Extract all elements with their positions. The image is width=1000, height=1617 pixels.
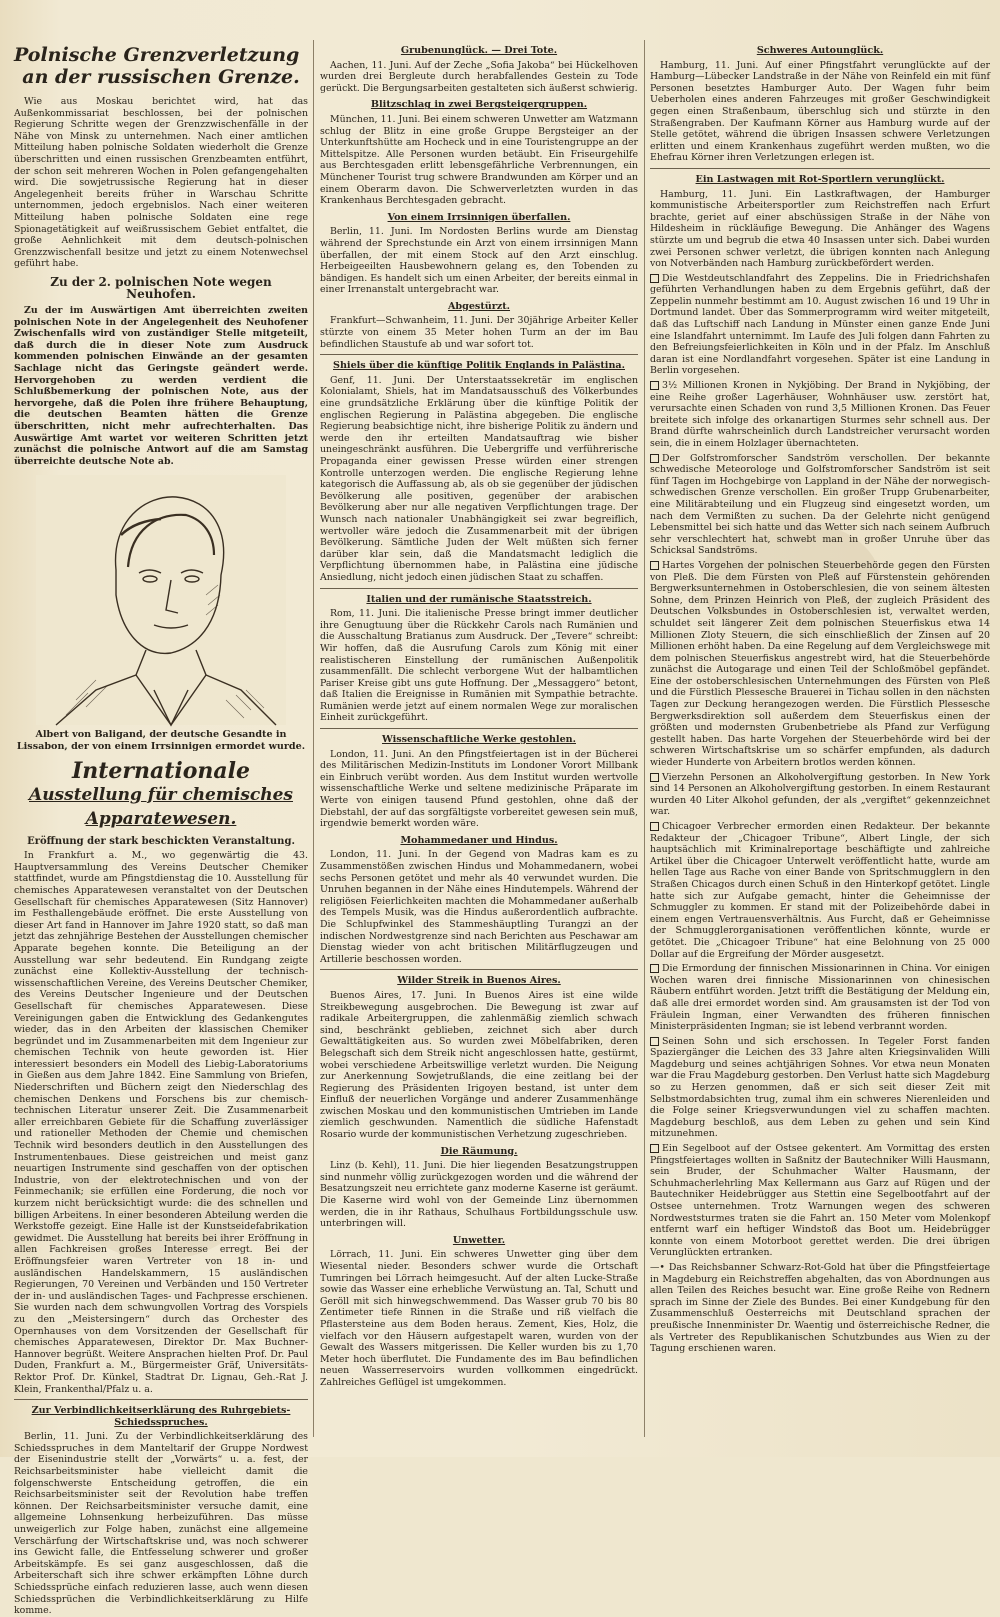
- article-body: Linz (b. Kehl), 11. Juni. Die hier liegenden Besatzungstruppen sind nunmehr völlig zurückgezogen worden und die während der Besatzungszeit neu errichtete ganz moderne Kaserne ist geräumt. Die Kaserne wird wohl von der Gemeinde Linz übernommen werden, die in ihr Rathaus, Schulhaus Fortbildungsschule usw. unterbringen will.: [320, 1160, 638, 1230]
- headline-border-violation: [14, 44, 308, 88]
- arrow-bullet-icon: —•: [650, 1261, 669, 1273]
- headline: Grubenunglück. — Drei Tote.: [400, 45, 558, 56]
- news-item: Seinen Sohn und sich erschossen. In Tegeler Forst fanden Spaziergänger die Leichen des 33 Jahre alten Kriegsinvaliden Willi Magdeburg und seines achtjährigen Sohnes. Vor etwa neun Monaten war die Frau Magdeburg gestorben. Den Verlust hatte sich Magdeburg so zu Herzen genommen, daß er sich seit dieser Zeit mit Selbstmordabsichten trug, zumal ihm ein schweres Nierenleiden und die Folge seiner Kriegsverwundungen viel zu schaffen machten. Magdeburg beschloß, aus dem Leben zu gehen und sein Kind mitzunehmen.: [650, 1035, 990, 1140]
- headline-ruhr-arbitration: Zur Verbindlichkeitserklärung des Ruhrgebiets-Schiedsspruches.: [31, 1405, 291, 1428]
- headline: Schweres Autounglück.: [756, 45, 884, 56]
- headline: Blitzschlag in zwei Bergsteigergruppen.: [370, 99, 588, 111]
- article-body: London, 11. Juni. In der Gegend von Madras kam es zu Zusammenstößen zwischen Hindus und Mohammedanern, wobei sechs Personen getötet und mehr als 40 verwundet wurden. Die Unruhen begannen in der Nähe eines Hindutempels. Während der religiösen Feierlichkeiten machten die Mohammedaner außerhalb des Tempels Musik, was die Hindus außerordentlich aufbrachte. Die Schlupfwinkel des Stammeshäuptling Turangzi an der indischen Nordwestgrenze sind nach Berichten aus Peschawar am Dienstag wieder von acht britischen Militärflugzeugen und Artillerie beschossen worden.: [320, 849, 638, 965]
- column-1: [14, 40, 308, 1617]
- square-bullet-icon: [650, 773, 659, 782]
- news-item: 3½ Millionen Kronen in Nykjöbing. Der Brand in Nykjöbing, der eine Reihe großer Lagerhäuser, Wohnhäuser usw. zerstört hat, verursachte einen Schaden von rund 3,5 Millionen Kronen. Das Feuer breitete sich infolge des orkanartigen Sturmes sehr schnell aus. Der Brand dürfte wahrscheinlich durch Landstreicher verursacht worden sein, die in einem Holzlager übernachteten.: [650, 380, 990, 449]
- square-bullet-icon: [650, 1144, 659, 1153]
- square-bullet-icon: [650, 454, 659, 463]
- headline: Die Räumung.: [440, 1145, 518, 1157]
- article-body: Rom, 11. Juni. Die italienische Presse bringt immer deutlicher ihre Genugtuung über die Rückkehr Carols nach Rumänien und die Ausschaltung Bratianus zum Ausdruck. Der „Tevere“ schreibt: Wir hoffen, daß die Ausrufung Carols zum König mit einer realistischeren Einstellung der rumänischen Außenpolitik zusammenfällt. Die schlecht verborgene Wut der halbamtlichen Pariser Kreise gibt uns gute Hoffnung. Der „Messaggero“ betont, daß Italien die Ereignisse in Rumänien mit Sympathie betrachte. Rumänien werde jetzt auf einem normalen Wege zur moralischen Einheit zurückgeführt.: [320, 608, 638, 724]
- divider: [650, 168, 990, 169]
- headline-line1: Polnische Grenzverletzung: [14, 44, 300, 66]
- exhibition-subheadline: Eröffnung der stark beschickten Veranstaltung.: [27, 835, 295, 847]
- headline: Shiels über die künftige Politik Englands in Palästina.: [333, 360, 625, 372]
- divider: [14, 1399, 308, 1400]
- article-body: Frankfurt—Schwanheim, 11. Juni. Der 30jährige Arbeiter Keller stürzte von einem 35 Meter hohen Turm an der im Bau befindlichen Staustufe ab und war sofort tot.: [320, 315, 638, 350]
- headline: Ein Lastwagen mit Rot-Sportlern verunglückt.: [695, 173, 945, 185]
- headline: Mohammedaner und Hindus.: [400, 834, 558, 846]
- news-item: Ein Segelboot auf der Ostsee gekentert. Am Vormittag des ersten Pfingstfeiertages wollten in Saßnitz der Bautechniker Willi Hausmann, sein Bruder, der Schuhmacher Walter Hausmann, der Schuhmacherlehrling Max Kellermann aus Garz auf Rügen und der Bautechniker Heidebrügger aus Stettin eine Segelbootfahrt auf der Ostsee unternehmen. Trotz Warnungen wegen des schweren Nordweststurmes traten sie die Fahrt an. 150 Meter vom Molenkopf entfernt warf ein heftiger Windstoß das Boot um. Heidebrügger konnte von einem Motorboot gerettet werden. Die drei übrigen Verunglückten ertranken.: [650, 1143, 990, 1259]
- square-bullet-icon: [650, 381, 659, 390]
- headline-exhibition-line1: Internationale: [71, 757, 251, 784]
- article-body: Hamburg, 11. Juni. Ein Lastkraftwagen, der Hamburger kommunistische Arbeitersportler zum Reichstreffen nach Erfurt brachte, geriet auf einer abschüssigen Straße in der Nähe von Hildesheim in rückläufige Bewegung. Die Anhänger des Wagens stürzte um und begrub die etwa 40 Insassen unter sich. Dabei wurden zwei Personen schwer verletzt, die übrigen konnten nach Anlegung von Notverbänden nach Hamburg zurückbefördert werden.: [650, 188, 990, 270]
- article-body: Aachen, 11. Juni. Auf der Zeche „Sofia Jakoba“ bei Hückelhoven wurden drei Bergleute durch herabfallendes Gestein zu Tode gerückt. Die Bergungsarbeiten gestalteten sich äußerst schwierig.: [320, 59, 638, 94]
- news-item: Die Westdeutschlandfahrt des Zeppelins. Die in Friedrichshafen geführten Verhandlungen haben zu dem Ergebnis geführt, daß der Zeppelin nunmehr bestimmt am 10. August zwischen 16 und 19 Uhr in Dortmund landet. Über das Sommerprogramm wird weiter mitgeteilt, daß das Luftschiff nach Landung in Münster einen ganze Ende Juni eine Islandfahrt unternimmt. Im Laufe des Juli folgen dann Fahrten zu den Befreiungsfeierlichkeiten in Köln und in der Pfalz. Im Anschluß daran ist eine Nordlandfahrt vorgesehen. Später ist eine Landung in Berlin vorgesehen.: [650, 272, 990, 377]
- portrait-caption: Albert von Baligand, der deutsche Gesandte in Lissabon, der von einem Irrsinnigen ermordet wurde.: [16, 729, 306, 752]
- headline-exhibition: [14, 759, 308, 831]
- square-bullet-icon: [650, 964, 659, 973]
- article-body: Lörrach, 11. Juni. Ein schweres Unwetter ging über dem Wiesental nieder. Besonders schwer wurde die Ortschaft Tumringen bei Lörrach heimgesucht. Auf der alten Lucke-Straße sowie das Wasser eine erhebliche Verwüstung an. Tal, Schutt und Geröll mit sich hinwegschwemmend. Das Wasser grub 70 bis 80 Zentimeter tiefe Rinnen in die Straße und riß vielfach die Pflastersteine aus dem Boden heraus. Zement, Kies, Holz, die vielfach vor den Häusern aufgestapelt waren, wurden von der Gewalt des Wassers mitgerissen. Die Keller wurden bis zu 1,70 Meter hoch überflutet. Die Fundamente des im Bau befindlichen neuen Wasserreservoirs wurden vollkommen eingedrückt. Zahlreiches Geflügel ist umgekommen.: [320, 1249, 638, 1388]
- article-body: Wie aus Moskau berichtet wird, hat das Außenkommissariat beschlossen, bei der polnischen Regierung Schritte wegen der Grenzzwischenfälle in der Nähe von Minsk zu unternehmen. Nach einer amtlichen Mitteilung haben polnische Soldaten wiederholt die Grenze überschritten und einen russischen Grenzbeamten entführt, der schon seit mehreren Wochen in Polen gefangengehalten wird. Die sowjetrussische Regierung hat in dieser Angelegenheit bereits früher in Warschau Schritte unternommen, jedoch ergebnislos. Nach einer weiteren Mitteilung haben polnische Soldaten eine rege Spionagetätigkeit auf weißrussischem Gebiet entfaltet, die große Aehnlichkeit mit dem deutsch-polnischen Grenzzwischenfall besitze und jetzt zu einem Notenwechsel geführt habe.: [14, 96, 308, 270]
- article-body: Berlin, 11. Juni. Zu der Verbindlichkeitserklärung des Schiedsspruches in dem Manteltarif der Gruppe Nordwest der Eisenindustrie stellt der „Vorwärts“ u. a. fest, der Reichsarbeitsminister habe vielleicht damit die folgenschwerste Entscheidung getroffen, die ein Reichsarbeitsminister seit der Revolution habe treffen können. Der Reichsarbeitsminister versuche damit, eine allgemeine Lohnsenkung herbeizuführen. Das müsse unweigerlich zur Folge haben, zunächst eine allgemeine Verschärfung der Wirtschaftskrise und, was noch schwerer ins Gewicht falle, die Entfesselung schwerer und großer Arbeitskämpfe. Es sei ganz ausgeschlossen, daß die Arbeiterschaft sich ihre schwer erkämpften Löhne durch Schiedssprüche einfach reduzieren lasse, auch wenn diesen Schiedssprüchen die Verbindlichkeitserklärung zu Hilfe komme.: [14, 1431, 308, 1617]
- article-body: Berlin, 11. Juni. Im Nordosten Berlins wurde am Dienstag während der Sprechstunde ein Arzt von einem irrsinnigen Mann überfallen, der mit einem Stock auf den Arzt einschlug. Herbeigeeilten Hausbewohnern gelang es, den Tobenden zu bändigen. Es handelt sich um einen Arbeiter, der bereits einmal in einer Irrenanstalt untergebracht war.: [320, 226, 638, 296]
- square-bullet-icon: [650, 1037, 659, 1046]
- headline: Italien und der rumänische Staatsstreich.: [366, 593, 592, 605]
- news-item: Der Golfstromforscher Sandström verschollen. Der bekannte schwedische Meteorologe und Golfstromforscher Sandström ist seit fünf Tagen im Hochgebirge von Lappland in der Nähe der norwegisch-schwedischen Grenze verschollen. Ein großer Trupp Grubenarbeiter, eine Militärabteilung und ein Flugzeug sind eingesetzt worden, um nach dem Vermißten zu suchen. Da der Gelehrte nicht genügend Lebensmittel bei sich hatte und das Wetter sich nach seinem Aufbruch sehr verschlechtert hat, schwebt man in großer Unruhe über das Schicksal Sandströms.: [650, 452, 990, 557]
- headline: Abgestürzt.: [447, 300, 511, 312]
- article-body: London, 11. Juni. An den Pfingstfeiertagen ist in der Bücherei des Militärischen Medizin-Instituts im Londoner Vorort Millbank ein Einbruch verübt worden. Aus dem Institut wurden wertvolle wissenschaftliche Werke und seltene medizinische Präparate im Werte von einigen tausend Pfund gestohlen, ohne daß der Diebstahl, der auf das sorgfältigste vorbereitet gewesen sein muß, irgendwie bemerkt worden wäre.: [320, 748, 638, 830]
- headline-exhibition-line2: Ausstellung für chemisches Apparatewesen.: [29, 784, 293, 829]
- column-3: [650, 40, 990, 1437]
- headline: Wissenschaftliche Werke gestohlen.: [382, 734, 576, 746]
- article-body: In Frankfurt a. M., wo gegenwärtig die 43. Hauptversammlung des Vereins Deutscher Chemiker stattfindet, wurde am Pfingstdienstag die 10. Ausstellung für chemisches Apparatewesen veranstaltet von der Deutschen Gesellschaft für chemisches Apparatewesen (Sitz Hannover) im Festhallengebäude eröffnet. Die erste Ausstellung von dieser Art fand in Hannover im Jahre 1920 statt, so daß man jetzt das zehnjährige Bestehen der Ausstellungen chemischer Apparate begehen konnte. Die Beteiligung an der Ausstellung war sehr bedeutend. Ein Rundgang zeigte zunächst eine Kollektiv-Ausstellung der technisch-wissenschaftlichen Vereine, des Vereins Deutscher Chemiker, des Vereins Deutscher Ingenieure und der Deutschen Gesellschaft für chemisches Apparatewesen. Diese Vereinigungen gaben die Entwicklung des Gedankengutes wieder, das in den Arbeiten der klassischen Chemiker begründet und im Zusammenarbeiten mit dem Ingenieur zur chemischen Technik von heute geworden ist. Hier interessiert besonders ein Modell des Liebig-Laboratoriums in Gießen aus dem Jahre 1842. Eine Sammlung von Briefen, Niederschriften und Büchern zeigt den Niederschlag des chemischen Denkens und Forschens bis zur chemisch-technischen Literatur unserer Zeit. Die Zusammenarbeit aller erreichbaren Gebiete für die Schaffung zuverlässiger und rationeller Methoden der Chemie und chemischen Technik wird besonders deutlich in den Ausstellungen des Instrumentenbaues. Diese geistreichen und meist ganz neuartigen Instrumente sind geschaffen von der optischen Industrie, von der elektrotechnischen und von der Feinmechanik; sie erfüllen eine Forderung, die noch vor kurzem nicht berücksichtigt wurde: die des schnellen und billigen Arbeitens. In einer besonderen Abteilung werden die Werkstoffe gezeigt. Eine Halle ist der Kunstseidefabrikation gewidmet. Die Ausstellung hat bereits bei ihrer Eröffnung in allen Fachkreisen großes Interesse erregt. Bei der Eröffnungsfeier waren Vertreter von 18 in- und ausländischen Handelskammern, 15 ausländischen Regierungen, 70 Vereinen und Verbänden und 150 Vertreter der in- und ausländischen Tages- und Fachpresse erschienen. Sie wurden nach dem schwungvollen Vortrag des Vorspiels zu den „Meistersingern“ durch das Orchester des Opernhauses von dem Vorsitzenden der Gesellschaft für chemisches Apparatewesen, Direktor Dr. Max Buchner-Hannover begrüßt. Weitere Ansprachen hielten Prof. Dr. Paul Duden, Frankfurt a. M., Bürgermeister Gräf, Universitäts-Rektor Prof. Dr. Künkel, Stadtrat Dr. Lignau, Geh.-Rat J. Klein, Frankenthal/Pfalz u. a.: [14, 850, 308, 1395]
- divider: [320, 969, 638, 970]
- news-item: —• Das Reichsbanner Schwarz-Rot-Gold hat über die Pfingstfeiertage in Magdeburg ein Reichstreffen abgehalten, das von Abordnungen aus allen Teilen des Reiches besucht war. Eine große Reihe von Rednern sprach im Sinne der Ziele des Bundes. Bei einer Kundgebung für den Zusammenschluß Oesterreichs mit Deutschland sprachen der preußische Innenminister Dr. Waentig und österreichische Redner, die als Vertreter des Republikanischen Schutzbundes aus Wien zu der Tagung erschienen waren.: [650, 1261, 990, 1355]
- headline-line2: an der russischen Grenze.: [22, 66, 300, 88]
- divider: [320, 354, 638, 355]
- article-body: Genf, 11. Juni. Der Unterstaatssekretär im englischen Kolonialamt, Shiels, hat im Mandatsausschuß des Völkerbundes eine grundsätzliche Erklärung über die künftige Politik der englischen Regierung in Palästina abgegeben. Die englische Regierung beabsichtige nicht, ihre bisherige Politik zu ändern und werde den ihr erteilten Mandatsauftrag wie bisher uneingeschränkt ausführen. Die Uebergriffe und verführerische Propaganda einer gewissen Presse würden einer strengen Kontrolle unterzogen werden. Die englische Regierung lehne kategorisch die Auffassung ab, als ob sie gegenüber der jüdischen Bevölkerung alle positiven, gegenüber der arabischen Bevölkerung aber nur alle negativen Verpflichtungen trage. Der Wunsch nach nationaler Unabhängigkeit sei zwar begreiflich, wertvoller wäre jedoch die Zusammenarbeit mit der übrigen Bevölkerung. Sämtliche Juden der Welt müßten sich ferner darüber klar sein, daß die Mandatsmacht lediglich die Verpflichtung übernommen habe, in Palästina eine jüdische Ansiedlung, nicht jedoch einen jüdischen Staat zu schaffen.: [320, 374, 638, 583]
- headline-polish-note: Zu der 2. polnischen Note wegen Neuhofen.: [50, 274, 272, 301]
- news-item: Chicagoer Verbrecher ermorden einen Redakteur. Der bekannte Redakteur der „Chicagoer Tribune“, Albert Lingle, der sich hauptsächlich mit Kriminalreportage beschäftigte und zahlreiche Artikel über die Chicagoer Unterwelt veröffentlicht hatte, wurde am hellen Tage aus Rache von einer Bande von Spritschmugglern in den Straßen Chicagos durch einen Schuß in den Hinterkopf getötet. Lingle hatte sich zur Aufgabe gemacht, hinter die Geheimnisse der Schmuggler zu kommen. Er stand mit der Polizeibehörde dabei in einem engen Vertrauensverhältnis. Aus Furcht, daß er Geheimnisse der Schmugglerorganisationen veröffentlichen könnte, wurde er getötet. Die „Chicagoer Tribune“ hat eine Belohnung von 25 000 Dollar auf die Ergreifung der Mörder ausgesetzt.: [650, 821, 990, 960]
- column-rule: [644, 40, 645, 1437]
- column-2: [320, 40, 638, 1437]
- divider: [320, 728, 638, 729]
- square-bullet-icon: [650, 274, 659, 283]
- article-body: Zu der im Auswärtigen Amt überreichten zweiten polnischen Note in der Angelegenheit des Neuhofener Zwischenfalls wird von zuständiger Stelle mitgeteilt, daß durch die in dieser Note zum Ausdruck kommenden polnischen Einwände an der gesamten Sachlage nicht das Geringste geändert werde. Hervorgehoben zu werden verdient die Schlußbemerkung der polnischen Note, aus der hervorgehe, daß die Polen ihre frühere Behauptung, die deutschen Beamten hätten die Grenze überschritten, nicht mehr aufrechterhalten. Das Auswärtige Amt wartet vor weiteren Schritten jetzt zunächst die polnische Antwort auf die am Samstag überreichte deutsche Note ab.: [14, 305, 308, 467]
- news-item: Hartes Vorgehen der polnischen Steuerbehörde gegen den Fürsten von Pleß. Die dem Fürsten von Pleß auf Fürstenstein gehörenden Bergwerksunternehmen in Ostoberschlesien, die von seinem ältesten Sohne, dem Prinzen Heinrich von Pleß, der zugleich Präsident des Deutschen Volksbundes in Ostoberschlesien ist, verwaltet werden, schuldet seit längerer Zeit dem polnischen Steuerfiskus etwa 14 Millionen Zloty Steuern, die sich einschließlich der Zinsen auf 20 Millionen erhöht haben. Da eine Regelung auf dem Vergleichswege mit dem polnischen Steuerfiskus angestrebt wird, hat die Steuerbehörde zunächst die Autogarage und einen Teil der Schloßmöbel gepfändet. Eine der ostoberschlesischen Unternehmungen des Fürsten von Pleß und die Fürstlich Plessesche Brauerei in Tichau sollen in den nächsten Tagen zur Deckung herangezogen werden. Die Fürstlich Plessesche Bergwerksdirektion soll außerdem dem Steuerfiskus einen der größten und modernsten Grubenbetriebe als Pfand zur Verfügung gestellt haben. Das harte Vorgehen der Steuerbehörde wird bei der schweren Wirtschaftskrise um so schärfer empfunden, als dadurch wieder Hunderte von Arbeitern brotlos werden können.: [650, 559, 990, 769]
- article-body: Hamburg, 11. Juni. Auf einer Pfingstfahrt verunglückte auf der Hamburg—Lübecker Landstraße in der Nähe von Reinfeld ein mit fünf Personen besetztes Hamburger Auto. Der Wagen fuhr beim Ueberholen eines anderen Fahrzeuges mit großer Geschwindigkeit gegen einen Straßenbaum, überschlug sich und stürzte in den Straßengraben. Der Kaufmann Körner aus Hamburg wurde auf der Stelle getötet, während die übrigen Insassen schwere Verletzungen erlitten und einem Krankenhaus zugeführt werden mußten, wo die Ehefrau Körner ihren Verletzungen erlegen ist.: [650, 59, 990, 164]
- headline: Wilder Streik in Buenos Aires.: [397, 975, 561, 987]
- headline: Von einem Irrsinnigen überfallen.: [387, 211, 571, 223]
- divider: [320, 588, 638, 589]
- square-bullet-icon: [650, 561, 659, 570]
- square-bullet-icon: [650, 822, 659, 831]
- article-body: München, 11. Juni. Bei einem schweren Unwetter am Watzmann schlug der Blitz in eine große Gruppe Bergsteiger an der Unterkunftshütte am Hocheck und in eine Touristengruppe an der Mittelspitze. Alle Personen wurden betäubt. Ein Friseurgehilfe aus Berchtesgaden erlitt lebensgefährliche Verbrennungen, ein Münchener Tourist trug schwere Brandwunden am Körper und an einem Oberarm davon. Die Schwerverletzten wurden in das Krankenhaus Berchtesgaden gebracht.: [320, 113, 638, 207]
- portrait-illustration: [36, 475, 286, 725]
- headline: Unwetter.: [452, 1234, 506, 1246]
- news-item: Vierzehn Personen an Alkoholvergiftung gestorben. In New York sind 14 Personen an Alkoholvergiftung gestorben. In einem Restaurant wurden 40 Liter Alkohol gefunden, der als „vergiftet“ gekennzeichnet war.: [650, 771, 990, 818]
- column-rule: [313, 40, 314, 1437]
- article-body: Buenos Aires, 17. Juni. In Buenos Aires ist eine wilde Streikbewegung ausgebrochen. Die Bewegung ist zwar auf radikale Arbeitergruppen, die zahlenmäßig ziemlich schwach sind, beschränkt geblieben, zeichnet sich aber durch Gewalttätigkeiten aus. So wurden zwei Möbelfabriken, deren Belegschaft sich dem Streik nicht angeschlossen hatte, gestürmt, wobei verschiedene Arbeitswillige verletzt wurden. Die Neigung zur Anerkennung Sowjetrußlands, die eine zeitlang bei der Regierung des Präsidenten Irigoyen bestand, ist unter dem Einfluß der neuerlichen Vorgänge und anderer Zusammenhänge zwischen Moskau und den kommunistischen Umtrieben im Lande ziemlich geschwunden. Namentlich die südliche Hafenstadt Rosario wurde der kommunistischen Verhetzung zugeschrieben.: [320, 989, 638, 1141]
- news-item: Die Ermordung der finnischen Missionarinnen in China. Vor einigen Wochen waren drei finnische Missionarinnen von chinesischen Räubern entführt worden. Jetzt trifft die Bestätigung der Meldung ein, daß alle drei ermordet worden sind. Am grausamsten ist der Tod von Fräulein Ingman, einer Verwandten des früheren finnischen Ministerpräsidenten Ingman; sie ist lebend verbrannt worden.: [650, 963, 990, 1033]
